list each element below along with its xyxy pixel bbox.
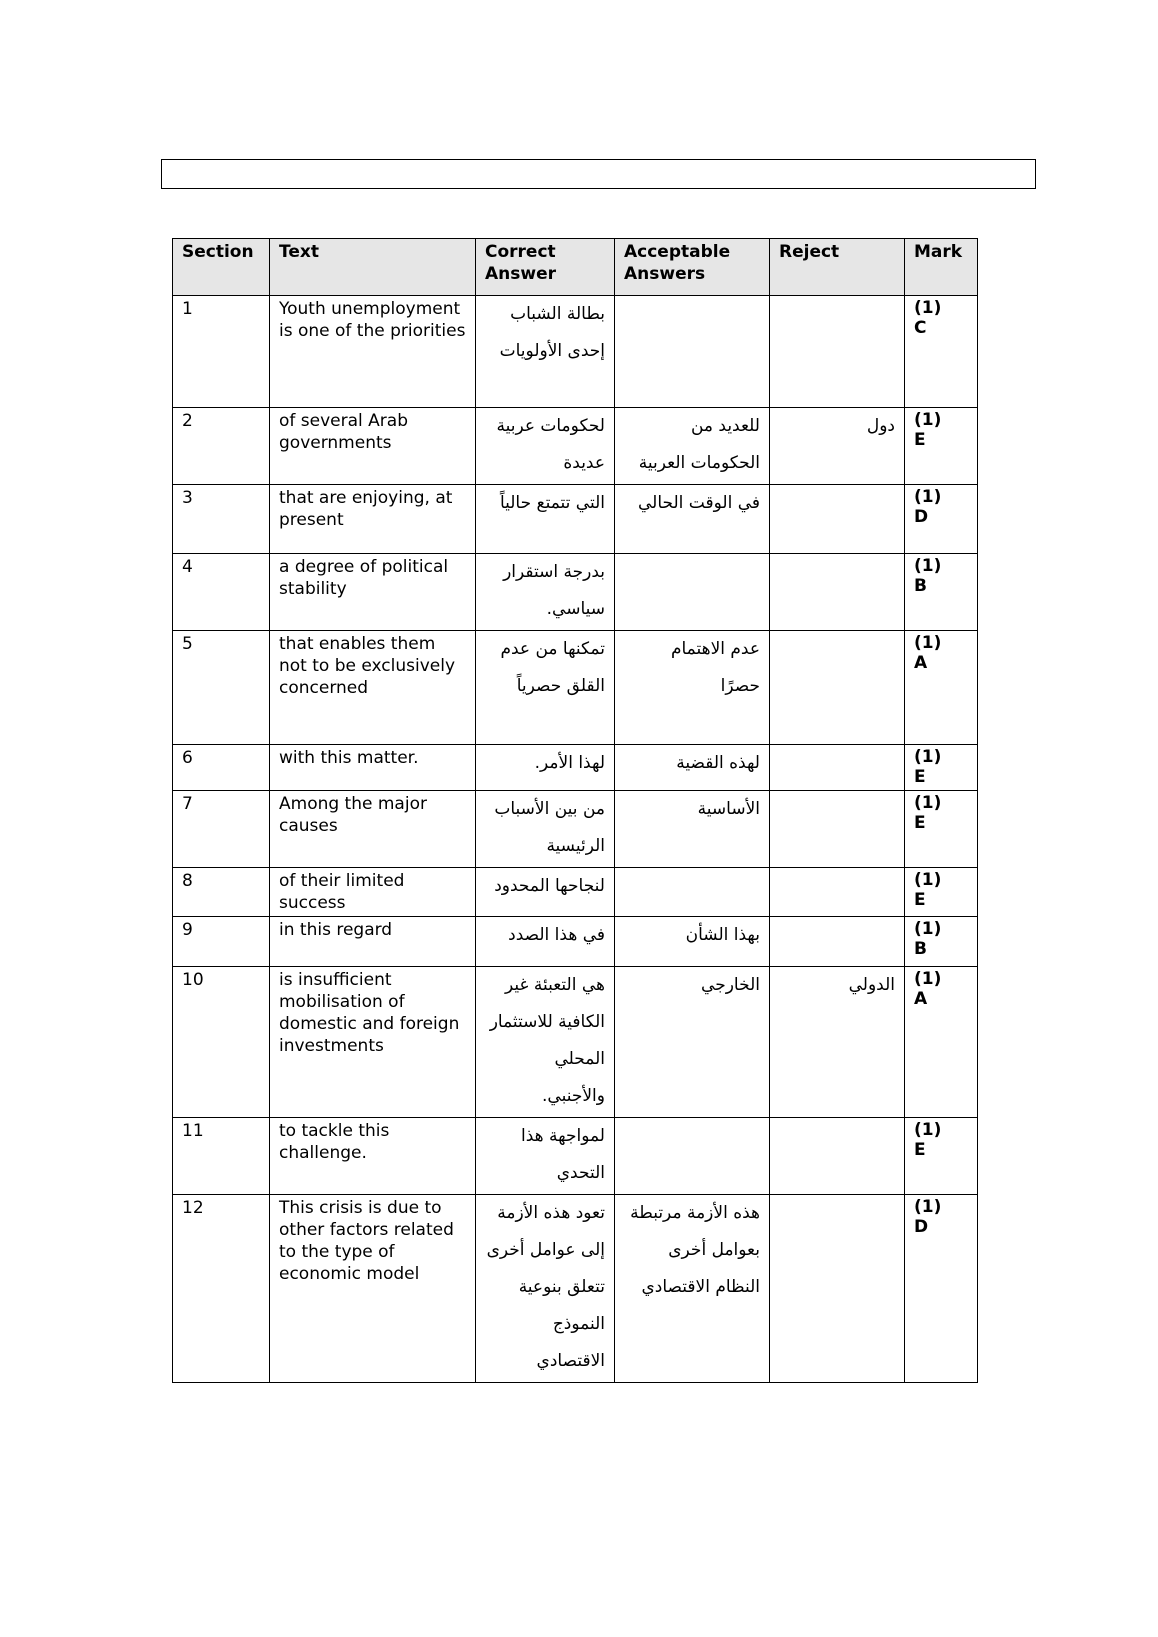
correct-answer-cell: هي التعبئة غير الكافية للاستثمار المحلي والأجنبي.: [476, 967, 615, 1118]
table-row: [173, 1195, 978, 1383]
mark-cell: [905, 1118, 978, 1195]
mark-value: (1): [914, 298, 942, 318]
text-cell: is insufficient mobilisation of domestic and foreign investments: [270, 967, 476, 1118]
mark-letter: B: [914, 576, 927, 596]
mark-letter: C: [914, 318, 927, 338]
mark-letter: D: [914, 1217, 929, 1237]
mark-value: (1): [914, 556, 942, 576]
table-row: [173, 296, 978, 408]
mark-letter: B: [914, 939, 927, 959]
acceptable-answers-cell: في الوقت الحالي: [615, 485, 770, 554]
section-cell: 8: [173, 868, 270, 917]
correct-answer-cell: لنجاحها المحدود: [476, 868, 615, 917]
mark-letter: A: [914, 653, 928, 673]
text-cell: Among the major causes: [270, 791, 476, 868]
section-cell: 7: [173, 791, 270, 868]
mark-scheme-table: [172, 238, 978, 1383]
reject-cell: [770, 745, 905, 791]
mark-cell: [905, 631, 978, 745]
mark-cell: [905, 554, 978, 631]
acceptable-answers-cell: [615, 1118, 770, 1195]
text-cell: with this matter.: [270, 745, 476, 791]
mark-cell: [905, 868, 978, 917]
correct-answer-cell: التي تتمتع حالياً: [476, 485, 615, 554]
table-row: [173, 485, 978, 554]
mark-value: (1): [914, 793, 942, 813]
mark-cell: [905, 917, 978, 967]
correct-answer-cell: لمواجهة هذا التحدي: [476, 1118, 615, 1195]
mark-value: (1): [914, 870, 942, 890]
table-row: [173, 408, 978, 485]
table-row: [173, 631, 978, 745]
mark-letter: A: [914, 989, 928, 1009]
correct-answer-cell: من بين الأسباب الرئيسية: [476, 791, 615, 868]
header-acceptable-answers: Acceptable Answers: [615, 239, 770, 296]
mark-value: (1): [914, 487, 942, 507]
acceptable-answers-cell: عدم الاهتمام حصرًا: [615, 631, 770, 745]
section-cell: 3: [173, 485, 270, 554]
reject-cell: دول: [770, 408, 905, 485]
header-mark: Mark: [905, 239, 978, 296]
acceptable-answers-cell: [615, 868, 770, 917]
mark-cell: [905, 1195, 978, 1383]
reject-cell: [770, 1195, 905, 1383]
section-cell: 5: [173, 631, 270, 745]
correct-answer-cell: تمكنها من عدم القلق حصرياً: [476, 631, 615, 745]
table-row: [173, 967, 978, 1118]
text-cell: Youth unemployment is one of the priorities: [270, 296, 476, 408]
mark-value: (1): [914, 919, 942, 939]
mark-cell: [905, 791, 978, 868]
mark-value: (1): [914, 747, 942, 767]
reject-cell: [770, 868, 905, 917]
correct-answer-cell: بدرجة استقرار سياسي.: [476, 554, 615, 631]
section-cell: 4: [173, 554, 270, 631]
mark-value: (1): [914, 410, 942, 430]
reject-cell: [770, 631, 905, 745]
section-cell: 6: [173, 745, 270, 791]
section-cell: 2: [173, 408, 270, 485]
section-cell: 12: [173, 1195, 270, 1383]
acceptable-answers-cell: [615, 554, 770, 631]
section-cell: 9: [173, 917, 270, 967]
section-cell: 1: [173, 296, 270, 408]
header-box: [161, 159, 1036, 189]
mark-value: (1): [914, 1120, 942, 1140]
header-reject: Reject: [770, 239, 905, 296]
mark-cell: [905, 408, 978, 485]
mark-letter: E: [914, 430, 926, 450]
mark-cell: [905, 967, 978, 1118]
mark-letter: E: [914, 1140, 926, 1160]
reject-cell: [770, 791, 905, 868]
reject-cell: [770, 1118, 905, 1195]
correct-answer-cell: تعود هذه الأزمة إلى عوامل أخرى تتعلق بنوعية النموذج الاقتصادي: [476, 1195, 615, 1383]
reject-cell: [770, 296, 905, 408]
text-cell: that enables them not to be exclusively concerned: [270, 631, 476, 745]
table-row: [173, 745, 978, 791]
header-section: Section: [173, 239, 270, 296]
mark-letter: E: [914, 767, 926, 787]
table-row: [173, 868, 978, 917]
mark-value: (1): [914, 969, 942, 989]
reject-cell: [770, 554, 905, 631]
acceptable-answers-cell: [615, 296, 770, 408]
correct-answer-cell: لهذا الأمر.: [476, 745, 615, 791]
reject-cell: الدولي: [770, 967, 905, 1118]
header-row: [173, 239, 978, 296]
mark-letter: E: [914, 890, 926, 910]
mark-cell: [905, 745, 978, 791]
mark-cell: [905, 296, 978, 408]
mark-cell: [905, 485, 978, 554]
header-text: Text: [270, 239, 476, 296]
text-cell: a degree of political stability: [270, 554, 476, 631]
acceptable-answers-cell: الأساسية: [615, 791, 770, 868]
correct-answer-cell: في هذا الصدد: [476, 917, 615, 967]
mark-value: (1): [914, 1197, 942, 1217]
mark-value: (1): [914, 633, 942, 653]
mark-letter: E: [914, 813, 926, 833]
table-row: [173, 1118, 978, 1195]
acceptable-answers-cell: لهذه القضية: [615, 745, 770, 791]
correct-answer-cell: بطالة الشباب إحدى الأولويات: [476, 296, 615, 408]
reject-cell: [770, 917, 905, 967]
text-cell: This crisis is due to other factors related to the type of economic model: [270, 1195, 476, 1383]
header-correct-answer: Correct Answer: [476, 239, 615, 296]
table-row: [173, 554, 978, 631]
table-row: [173, 791, 978, 868]
acceptable-answers-cell: للعديد من الحكومات العربية: [615, 408, 770, 485]
section-cell: 11: [173, 1118, 270, 1195]
acceptable-answers-cell: هذه الأزمة مرتبطة بعوامل أخرى النظام الاقتصادي: [615, 1195, 770, 1383]
text-cell: of several Arab governments: [270, 408, 476, 485]
acceptable-answers-cell: الخارجي: [615, 967, 770, 1118]
reject-cell: [770, 485, 905, 554]
section-cell: 10: [173, 967, 270, 1118]
acceptable-answers-cell: بهذا الشأن: [615, 917, 770, 967]
text-cell: to tackle this challenge.: [270, 1118, 476, 1195]
table-row: [173, 917, 978, 967]
text-cell: that are enjoying, at present: [270, 485, 476, 554]
text-cell: in this regard: [270, 917, 476, 967]
correct-answer-cell: لحكومات عربية عديدة: [476, 408, 615, 485]
text-cell: of their limited success: [270, 868, 476, 917]
mark-letter: D: [914, 507, 929, 527]
